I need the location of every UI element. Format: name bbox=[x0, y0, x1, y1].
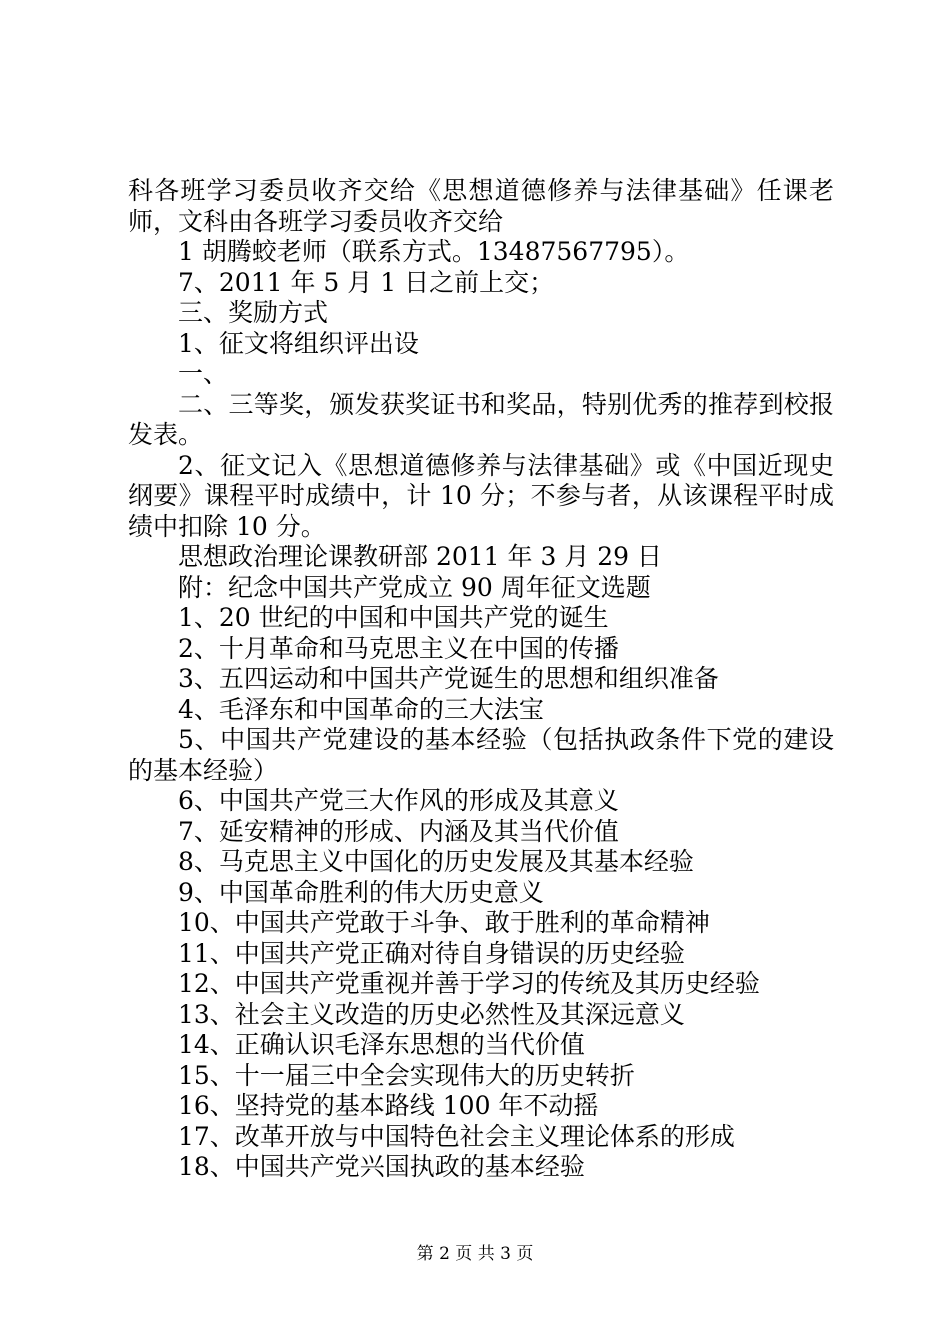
topic-item-12: 12、中国共产党重视并善于学习的传统及其历史经验 bbox=[178, 969, 760, 998]
topic-item-11: 11、中国共产党正确对待自身错误的历史经验 bbox=[178, 938, 685, 968]
topic-item-6: 6、中国共产党三大作风的形成及其意义 bbox=[178, 786, 619, 815]
topic-item-15: 15、十一届三中全会实现伟大的历史转折 bbox=[178, 1060, 635, 1090]
topic-item-5: 5、中国共产党建设的基本经验（包括执政条件下党的建设的基本经验） bbox=[128, 725, 834, 785]
topic-item-3: 3、五四运动和中国共产党诞生的思想和组织准备 bbox=[178, 664, 719, 693]
paragraph-6: 一、 bbox=[178, 359, 229, 388]
paragraph-8: 2、征文记入《思想道德修养与法律基础》或《中国近现史纲要》课程平时成绩中，计 10 分；不参与者，从该课程平时成绩中扣除 10 分。 bbox=[128, 450, 834, 541]
topic-item-1: 1、20 世纪的中国和中国共产党的诞生 bbox=[178, 603, 609, 632]
signature-date: 思想政治理论课教研部 2011 年 3 月 29 日 bbox=[178, 542, 663, 571]
appendix-heading: 附：纪念中国共产党成立 90 周年征文选题 bbox=[178, 572, 651, 602]
topic-item-4: 4、毛泽东和中国革命的三大法宝 bbox=[178, 694, 544, 724]
topic-item-13: 13、社会主义改造的历史必然性及其深远意义 bbox=[178, 999, 685, 1029]
topic-item-7: 7、延安精神的形成、内涵及其当代价值 bbox=[178, 816, 619, 846]
paragraph-3: 7、2011 年 5 月 1 日之前上交； bbox=[178, 267, 555, 297]
topic-item-8: 8、马克思主义中国化的历史发展及其基本经验 bbox=[178, 847, 694, 876]
page-number-footer: 第 2 页 共 3 页 bbox=[416, 1244, 534, 1264]
topic-item-18: 18、中国共产党兴国执政的基本经验 bbox=[178, 1152, 585, 1181]
paragraph-2: 1 胡腾蛟老师（联系方式。13487567795）。 bbox=[178, 237, 690, 266]
paragraph-1: 科各班学习委员收齐交给《思想道德修养与法律基础》任课老师，文科由各班学习委员收齐交给 bbox=[128, 176, 834, 236]
topic-item-9: 9、中国革命胜利的伟大历史意义 bbox=[178, 877, 544, 907]
topic-item-2: 2、十月革命和马克思主义在中国的传播 bbox=[178, 633, 619, 663]
document-body bbox=[128, 176, 834, 1183]
topic-item-10: 10、中国共产党敢于斗争、敢于胜利的革命精神 bbox=[178, 908, 710, 937]
topic-item-14: 14、正确认识毛泽东思想的当代价值 bbox=[178, 1030, 585, 1059]
paragraph-5: 1、征文将组织评出设 bbox=[178, 328, 419, 358]
topic-item-17: 17、改革开放与中国特色社会主义理论体系的形成 bbox=[178, 1121, 735, 1151]
section-heading-rewards: 三、奖励方式 bbox=[178, 298, 329, 327]
paragraph-7: 二、三等奖，颁发获奖证书和奖品，特别优秀的推荐到校报发表。 bbox=[128, 389, 834, 449]
topic-item-16: 16、坚持党的基本路线 100 年不动摇 bbox=[178, 1091, 599, 1120]
